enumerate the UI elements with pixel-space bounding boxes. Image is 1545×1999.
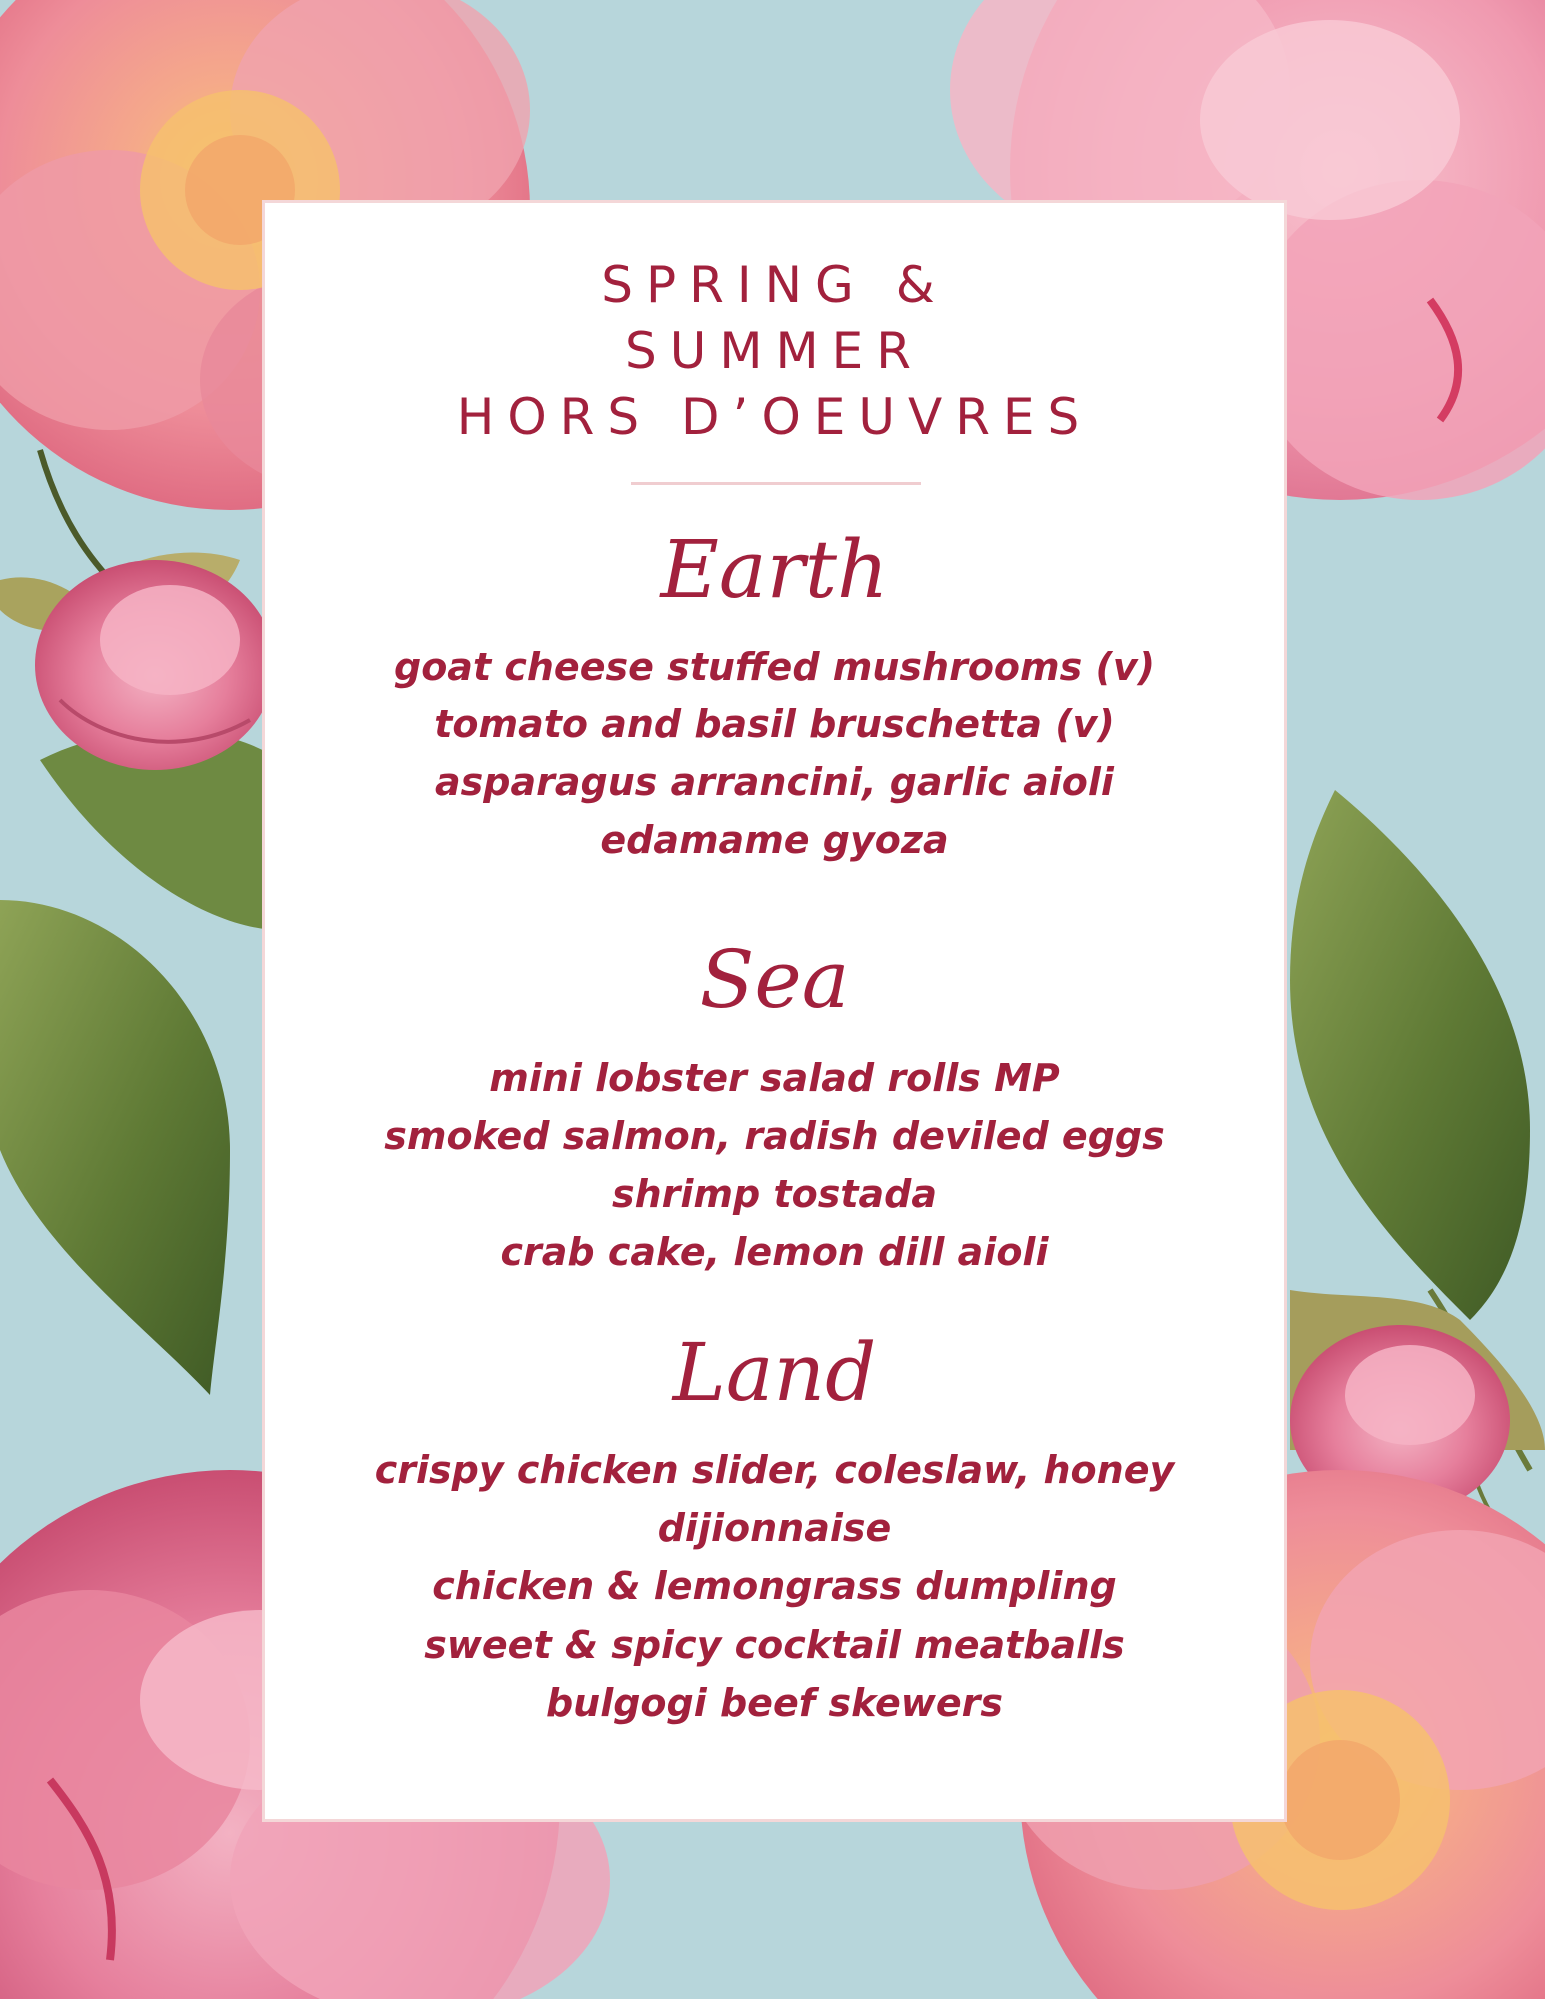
menu-item: dijionnaise: [657, 1506, 892, 1550]
menu-item: goat cheese stuffed mushrooms (v): [394, 645, 1155, 689]
section-title-land: Land: [672, 1326, 877, 1419]
peony-bud: [35, 560, 275, 770]
menu-item: crispy chicken slider, coleslaw, honey: [374, 1448, 1175, 1492]
menu-item: asparagus arrancini, garlic aioli: [435, 760, 1114, 804]
menu-item: crab cake, lemon dill aioli: [500, 1230, 1049, 1274]
menu-title-line-1: SPRING &: [601, 256, 948, 314]
menu-item: chicken & lemongrass dumpling: [432, 1564, 1117, 1608]
menu-item: edamame gyoza: [600, 818, 949, 862]
menu-item: tomato and basil bruschetta (v): [434, 702, 1115, 746]
menu-item: smoked salmon, radish deviled eggs: [384, 1114, 1165, 1158]
menu-title-line-2: SUMMER: [625, 322, 924, 380]
menu-card: [262, 200, 1287, 1822]
section-title-earth: Earth: [660, 523, 889, 616]
leaf: [1290, 790, 1530, 1320]
section-title-sea: Sea: [699, 933, 850, 1026]
menu-item: bulgogi beef skewers: [545, 1681, 1004, 1725]
title-divider: [631, 482, 921, 485]
menu-item: shrimp tostada: [611, 1172, 937, 1216]
menu-title-line-3: HORS D’OEUVRES: [456, 388, 1093, 446]
leaf: [0, 900, 230, 1395]
menu-item: sweet & spicy cocktail meatballs: [424, 1623, 1125, 1667]
menu-item: mini lobster salad rolls MP: [489, 1056, 1060, 1100]
